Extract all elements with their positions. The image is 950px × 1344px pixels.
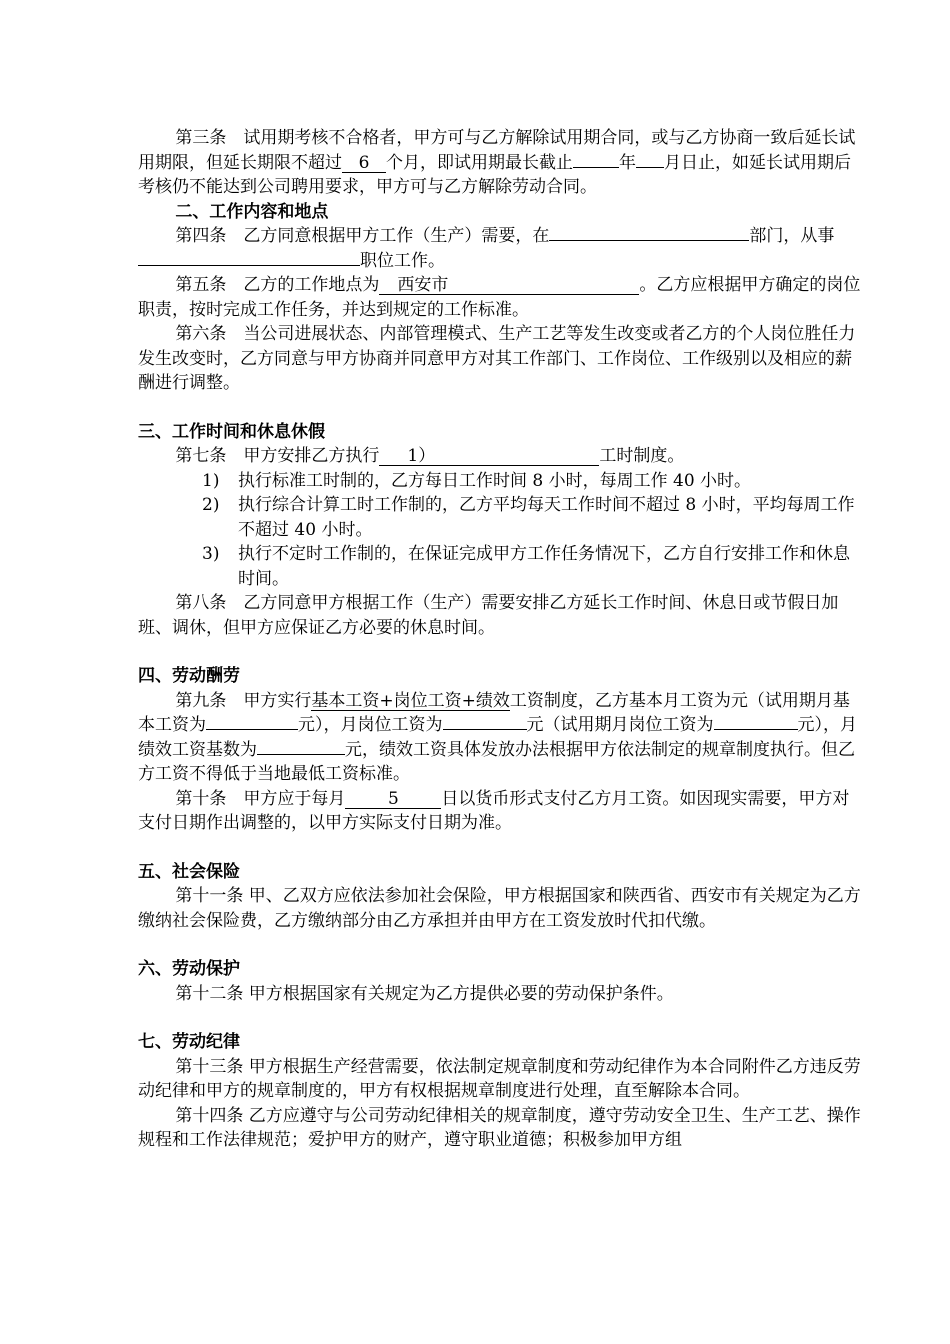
section-5-heading: 五、社会保险: [138, 861, 240, 882]
list-item: [138, 493, 862, 542]
year-label: 年: [619, 152, 636, 173]
article-9-text-5: 元），月绩效工资基数为: [138, 715, 857, 760]
list-item: [138, 542, 862, 591]
position-blank[interactable]: [138, 265, 360, 266]
list-item: [138, 469, 862, 494]
list-item-number: 3): [202, 544, 220, 564]
article-4-text: 第四条 乙方同意根据甲方工作（生产）需要，在: [175, 226, 550, 246]
section-4-heading: 四、劳动酬劳: [138, 666, 240, 686]
wage-system-blank[interactable]: 基本工资+岗位工资+绩效: [311, 690, 510, 711]
work-location-blank[interactable]: 西安市: [379, 276, 639, 295]
article-10-text: 第十条 甲方应于每月: [175, 788, 346, 809]
article-7: [138, 444, 862, 469]
position-wage-blank[interactable]: [443, 729, 527, 730]
article-4-text-3: 职位工作。: [360, 250, 445, 271]
article-6: 第六条 当公司进展状态、内部管理模式、生产工艺等发生改变或者乙方的个人岗位胜任力发生改变时，乙方同意与甲方协商并同意甲方对其工作部门、工作岗位、工作级别以及相应的薪酬进行调整。: [138, 324, 856, 393]
article-13: 第十三条 甲方根据生产经营需要，依法制定规章制度和劳动纪律作为本合同附件乙方违反劳动纪律和甲方的规章制度的，甲方有权根据规章制度进行处理，直至解除本合同。: [138, 1056, 861, 1101]
article-9: [138, 689, 862, 787]
end-month-blank[interactable]: [636, 167, 664, 168]
list-item-text: 执行不定时工作制的，在保证完成甲方工作任务情况下，乙方自行安排工作和休息时间。: [238, 544, 850, 589]
department-blank[interactable]: [549, 240, 749, 241]
section-3-heading: 三、工作时间和休息休假: [138, 421, 325, 442]
article-5: [138, 273, 862, 322]
list-item-number: 1): [202, 470, 220, 491]
article-4: [138, 224, 862, 273]
pay-day-blank[interactable]: 5: [345, 790, 441, 809]
probation-base-wage-blank[interactable]: [206, 729, 298, 730]
end-year-blank[interactable]: [573, 167, 619, 168]
article-11: 第十一条 甲、乙双方应依法参加社会保险，甲方根据国家和陕西省、西安市有关规定为乙方缴纳社会保险费，乙方缴纳部分由乙方承担并由甲方在工资发放时代扣代缴。: [138, 886, 861, 931]
article-9-text-2: 工资制度，乙方基本月工资为元（试用期月基本工资为: [138, 690, 850, 735]
article-9-text: 第九条 甲方实行: [175, 690, 312, 711]
list-item-number: 2): [202, 495, 220, 515]
article-9-text-4: 元（试用期月岗位工资为: [526, 715, 714, 735]
months-blank[interactable]: 6: [342, 154, 386, 173]
article-12: 第十二条 甲方根据国家有关规定为乙方提供必要的劳动保护条件。: [175, 983, 674, 1004]
work-hours-system-blank[interactable]: 1）: [379, 447, 599, 466]
list-item-text: 执行标准工时制的，乙方每日工作时间 8 小时，每周工作 40 小时。: [238, 470, 752, 491]
list-item-text: 执行综合计算工时工作制的，乙方平均每天工作时间不超过 8 小时，平均每周工作不超过 40 小时。: [238, 495, 855, 540]
article-9-text-6: 元，绩效工资具体发放办法根据甲方依法制定的规章制度执行。但乙方工资不得低于当地最低工资标准。: [138, 739, 855, 784]
article-8: 第八条 乙方同意甲方根据工作（生产）需要安排乙方延长工作时间、休息日或节假日加班、调休，但甲方应保证乙方必要的休息时间。: [138, 593, 839, 638]
article-3: [138, 126, 862, 200]
article-5-text-2: 。乙方应根据甲方确定的岗位职责，按时完成工作任务，并达到规定的工作标准。: [138, 275, 861, 320]
section-2-heading: 二、工作内容和地点: [175, 201, 329, 222]
article-5-text: 第五条 乙方的工作地点为: [175, 275, 380, 295]
article-14: 第十四条 乙方应遵守与公司劳动纪律相关的规章制度，遵守劳动安全卫生、生产工艺、操作规程和工作法律规范；爱护甲方的财产，遵守职业道德；积极参加甲方组: [138, 1105, 861, 1150]
article-7-text: 第七条 甲方安排乙方执行: [175, 446, 380, 466]
article-10-text-2: 日以货币形式支付乙方月工资。如因现实需要，甲方对支付日期作出调整的，以甲方实际支付日期为准。: [138, 788, 850, 833]
probation-position-wage-blank[interactable]: [714, 729, 798, 730]
section-7-heading: 七、劳动纪律: [138, 1032, 240, 1052]
article-3-text-3: 日止，如延长试用期后考核仍不能达到公司聘用要求，甲方可与乙方解除劳动合同。: [138, 152, 851, 197]
article-7-text-2: 工时制度。: [599, 446, 685, 466]
section-6-heading: 六、劳动保护: [138, 959, 240, 979]
article-4-text-2: 部门，从事: [749, 226, 835, 246]
contract-page: [138, 126, 862, 1153]
article-9-text-3: 元），月岗位工资为: [298, 715, 443, 735]
article-3-text: 第三条 试用期考核不合格者，甲方可与乙方解除试用期合同，或与乙方协商一致后延长试用期限，但延长期限不超过: [138, 128, 856, 173]
month-label: 月: [664, 152, 681, 173]
performance-base-blank[interactable]: [257, 754, 345, 755]
article-10: [138, 787, 862, 836]
article-3-text-2: 个月，即试用期最长截止: [386, 152, 573, 173]
